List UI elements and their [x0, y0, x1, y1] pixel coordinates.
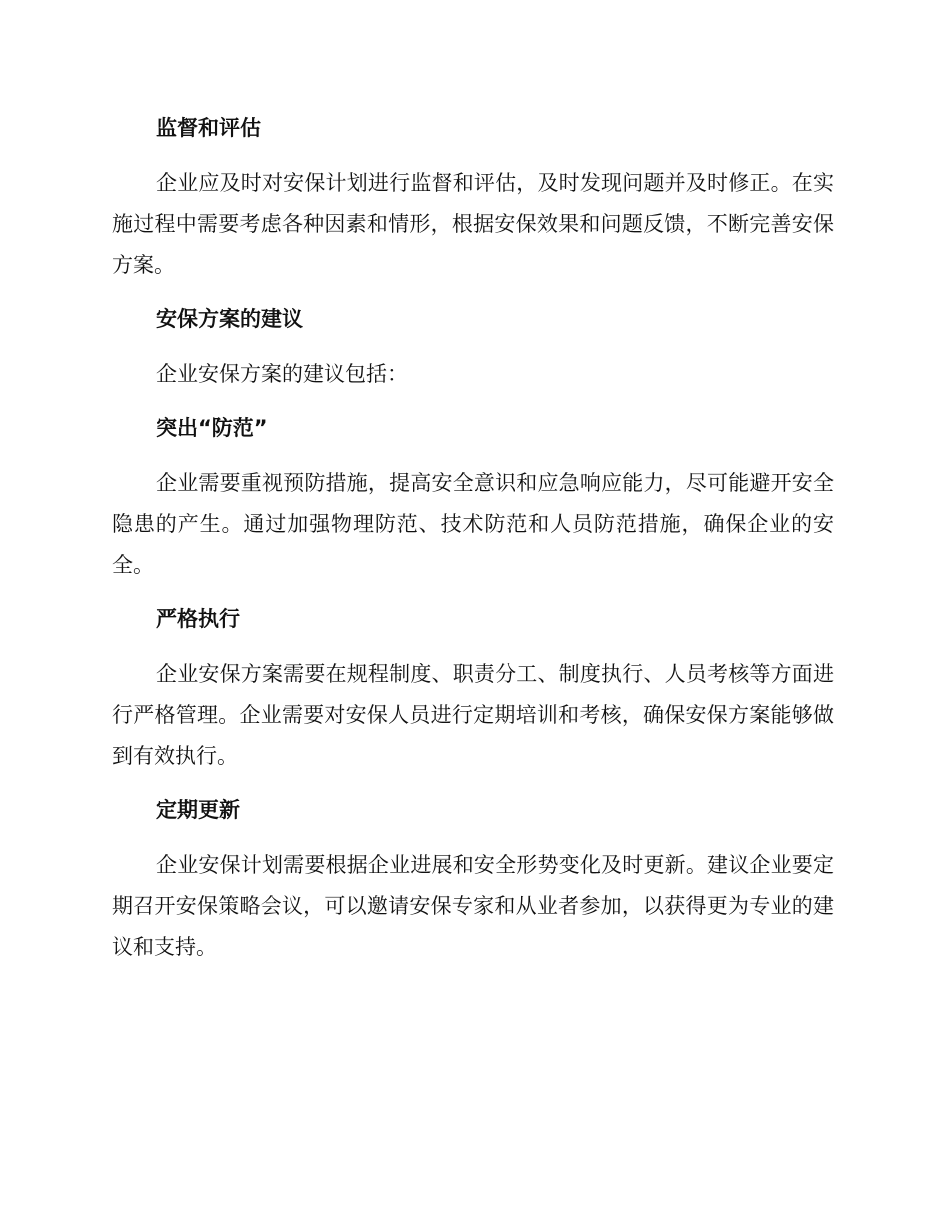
section-heading-recommendations: 安保方案的建议	[156, 307, 303, 331]
section-paragraph-recommendations: 企业安保方案的建议包括：	[156, 362, 408, 386]
document-page	[112, 108, 834, 981]
section-heading-regular-update: 定期更新	[156, 798, 240, 822]
section-paragraph-strict-execution: 企业安保方案需要在规程制度、职责分工、制度执行、人员考核等方面进行严格管理。企业需要对安保人员进行定期培训和考核，确保安保方案能够做到有效执行。	[112, 662, 834, 768]
section-heading-strict-execution: 严格执行	[156, 607, 240, 631]
section-heading-prevention: 突出“防范”	[156, 416, 268, 440]
section-paragraph-supervision: 企业应及时对安保计划进行监督和评估，及时发现问题并及时修正。在实施过程中需要考虑各种因素和情形，根据安保效果和问题反馈，不断完善安保方案。	[112, 171, 834, 277]
section-paragraph-regular-update: 企业安保计划需要根据企业进展和安全形势变化及时更新。建议企业要定期召开安保策略会议，可以邀请安保专家和从业者参加，以获得更为专业的建议和支持。	[112, 853, 834, 959]
section-heading-supervision: 监督和评估	[156, 116, 261, 140]
section-paragraph-prevention: 企业需要重视预防措施，提高安全意识和应急响应能力，尽可能避开安全隐患的产生。通过加强物理防范、技术防范和人员防范措施，确保企业的安全。	[112, 471, 834, 577]
